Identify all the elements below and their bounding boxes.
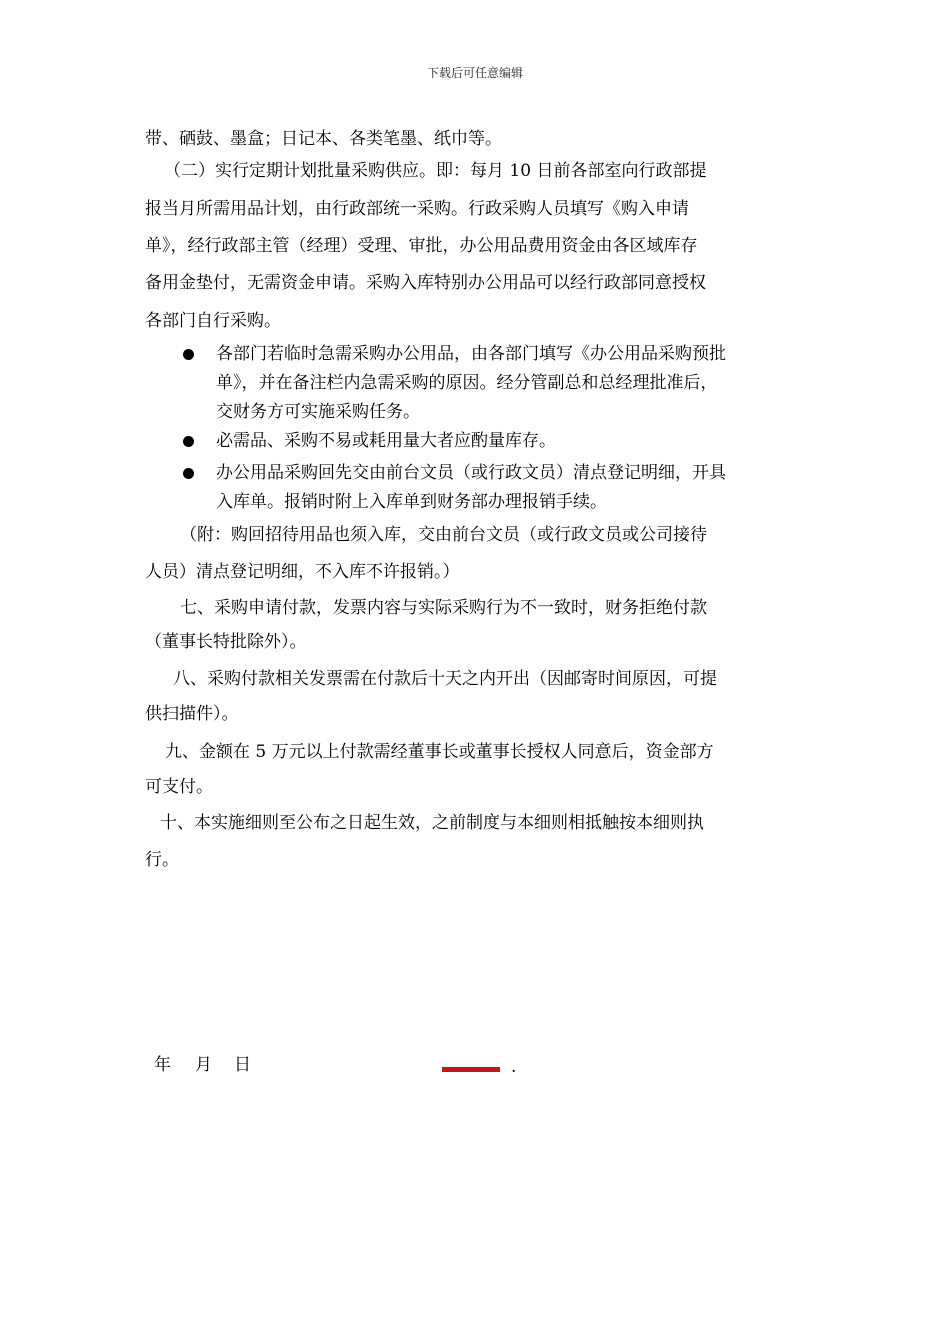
date-month-label: 月 xyxy=(195,1055,212,1075)
text-line: 报当月所需用品计划，由行政部统一采购。行政采购人员填写《购入申请 xyxy=(145,199,689,219)
bullet-icon xyxy=(183,436,194,447)
section-eight: 八、采购付款相关发票需在付款后十天之内开出（因邮寄时间原因，可提 xyxy=(173,669,717,689)
trailing-dot: . xyxy=(511,1057,517,1077)
red-underline-mark xyxy=(442,1067,500,1072)
bullet-item-text: 交财务方可实施采购任务。 xyxy=(216,402,420,422)
text-line: 单》，经行政部主管（经理）受理、审批，办公用品费用资金由各区域库存 xyxy=(145,236,698,256)
date-day-label: 日 xyxy=(234,1055,251,1075)
text-line: 带、硒鼓、墨盒；日记本、各类笔墨、纸巾等。 xyxy=(145,129,502,149)
bullet-item-text: 各部门若临时急需采购办公用品，由各部门填写《办公用品采购预批 xyxy=(216,344,726,364)
section-ten: 十、本实施细则至公布之日起生效，之前制度与本细则相抵触按本细则执 xyxy=(160,813,704,833)
page-header: 下载后可任意编辑 xyxy=(426,66,523,80)
section-nine: 九、金额在 5 万元以上付款需经董事长或董事长授权人同意后，资金部方 xyxy=(165,742,714,762)
note-line: 人员）清点登记明细，不入库不许报销。） xyxy=(145,562,460,582)
date-year-label: 年 xyxy=(154,1055,171,1075)
bullet-item-text: 单》，并在备注栏内急需采购的原因。经分管副总和总经理批准后， xyxy=(216,373,718,393)
bullet-item-text: 入库单。报销时附上入库单到财务部办理报销手续。 xyxy=(216,492,607,512)
section-seven: （董事长特批除外）。 xyxy=(145,632,307,652)
bullet-icon xyxy=(183,349,194,360)
section-eight: 供扫描件）。 xyxy=(145,704,239,724)
section-nine: 可支付。 xyxy=(145,777,213,797)
section-seven: 七、采购申请付款，发票内容与实际采购行为不一致时，财务拒绝付款 xyxy=(180,598,707,618)
note-line: （附：购回招待用品也须入库，交由前台文员（或行政文员或公司接待 xyxy=(180,525,707,545)
text-line: 备用金垫付，无需资金申请。采购入库特别办公用品可以经行政部同意授权 xyxy=(145,273,706,293)
bullet-item-text: 必需品、采购不易或耗用量大者应酌量库存。 xyxy=(216,431,556,451)
section-ten: 行。 xyxy=(145,850,179,870)
text-line: 各部门自行采购。 xyxy=(145,311,281,331)
text-line: （二）实行定期计划批量采购供应。即：每月 10 日前各部室向行政部提 xyxy=(164,161,707,181)
bullet-icon xyxy=(183,468,194,479)
bullet-item-text: 办公用品采购回先交由前台文员（或行政文员）清点登记明细，开具 xyxy=(216,463,726,483)
